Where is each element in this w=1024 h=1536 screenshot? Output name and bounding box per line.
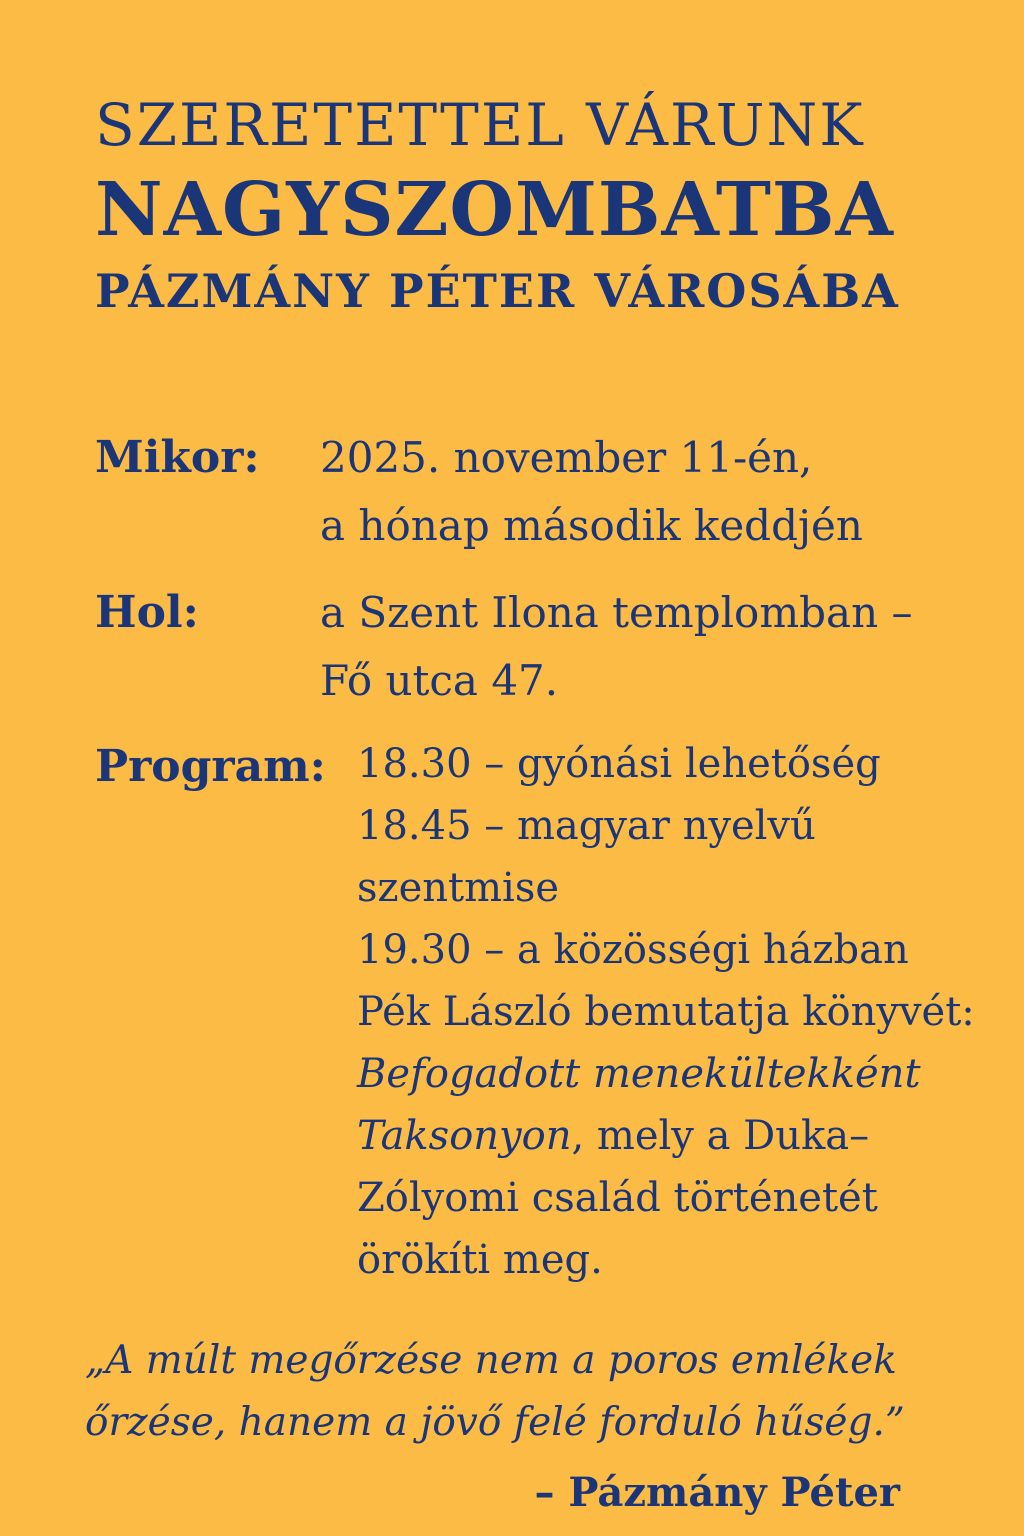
program-item-mass-cont: szentmise	[357, 865, 560, 911]
book-title-cont: Taksonyon	[357, 1113, 572, 1159]
destination-title: NAGYSZOMBATBA	[95, 167, 894, 253]
program-item-mass: 18.45 – magyar nyelvű	[357, 803, 816, 849]
poster-header	[95, 88, 955, 324]
welcome-heading: SZERETETTEL VÁRUNK	[95, 91, 865, 159]
book-title: Befogadott menekültekként	[357, 1051, 921, 1097]
when-date: 2025. november 11-én,	[320, 433, 813, 482]
where-church: a Szent Ilona templomban –	[320, 588, 913, 637]
destination-subtitle: PÁZMÁNY PÉTER VÁROSÁBA	[95, 264, 900, 318]
program-item-book-presenter: Pék László bemutatja könyvét:	[357, 989, 975, 1035]
program-item-book-line	[357, 1105, 975, 1167]
book-description: , mely a Duka–	[571, 1113, 870, 1159]
quote-line-1: „A múlt megőrzése nem a poros emlékek	[85, 1338, 897, 1383]
where-value	[320, 579, 913, 715]
program-label: Program:	[95, 741, 326, 792]
where-address: Fő utca 47.	[320, 656, 559, 705]
quote-line-2: őrzése, hanem a jövő felé forduló hűség.”	[85, 1400, 905, 1445]
when-value	[320, 424, 863, 560]
quote	[85, 1330, 985, 1454]
where-label: Hol:	[95, 587, 199, 638]
when-weekday: a hónap második keddjén	[320, 501, 863, 550]
book-description-end: örökíti meg.	[357, 1237, 603, 1283]
program-item-book: 19.30 – a közösségi házban	[357, 927, 909, 973]
program-list	[357, 733, 975, 1291]
quote-author: – Pázmány Péter	[534, 1469, 900, 1516]
book-description-cont: Zólyomi család történetét	[357, 1175, 878, 1221]
program-item-confession: 18.30 – gyónási lehetőség	[357, 741, 881, 787]
when-label: Mikor:	[95, 432, 260, 483]
